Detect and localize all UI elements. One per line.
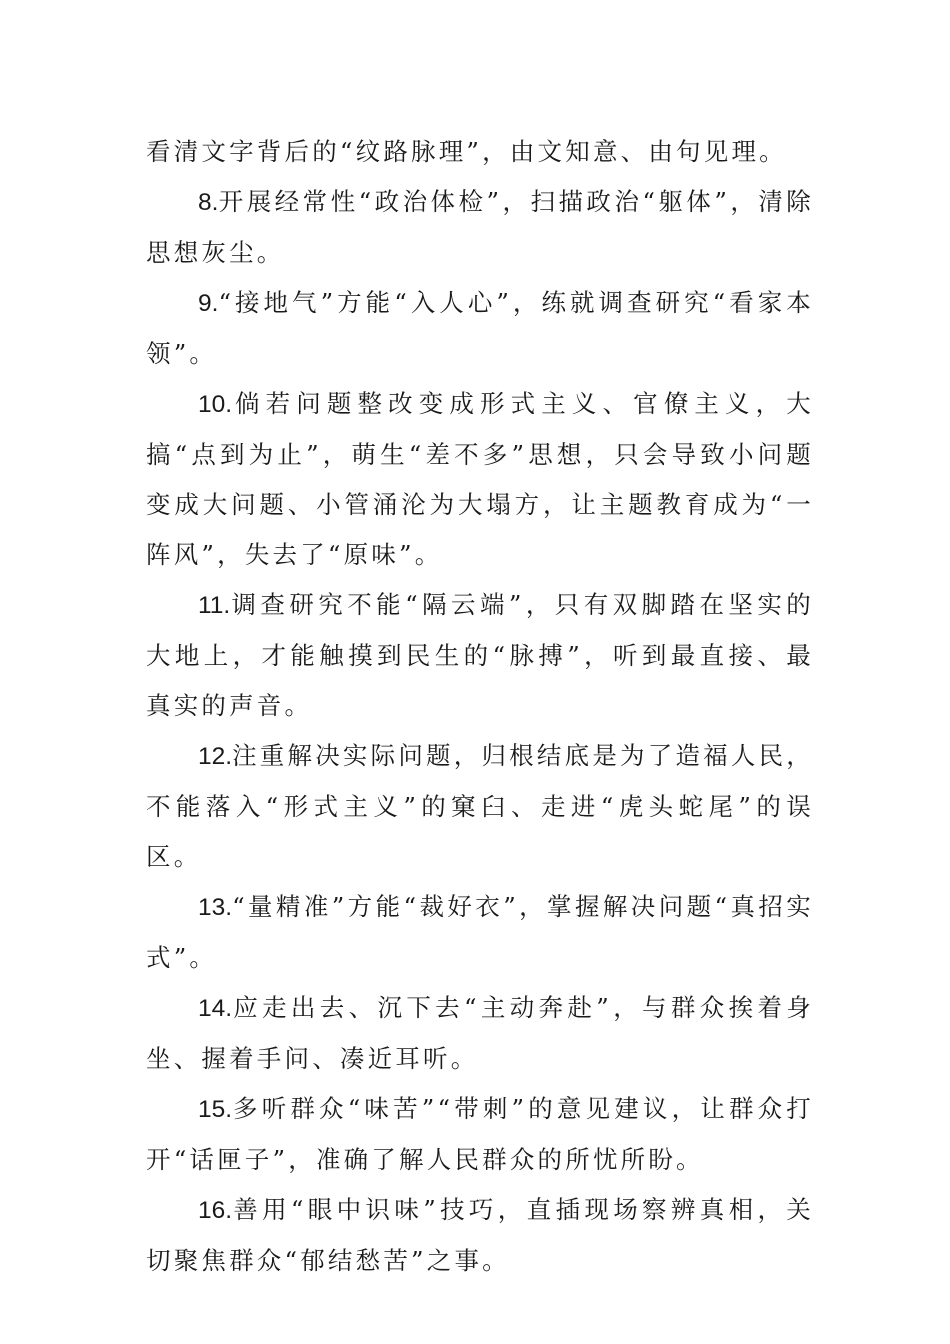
paragraph-number: 16. bbox=[198, 1197, 233, 1224]
paragraph-8 bbox=[146, 177, 814, 278]
paragraph-text: 开展经常性“政治体检”，扫描政治“躯体”，清除思想灰尘。 bbox=[146, 187, 814, 267]
paragraph-14 bbox=[146, 983, 814, 1084]
paragraph-9 bbox=[146, 278, 814, 379]
paragraph-number: 13. bbox=[198, 894, 233, 921]
paragraph-number: 8. bbox=[198, 189, 219, 216]
paragraph-continued bbox=[146, 127, 814, 177]
paragraph-16 bbox=[146, 1185, 814, 1286]
paragraph-number: 9. bbox=[198, 290, 219, 317]
paragraph-number: 10. bbox=[198, 391, 233, 418]
paragraph-10 bbox=[146, 379, 814, 580]
paragraph-text: 应走出去、沉下去“主动奔赴”，与群众挨着身坐、握着手问、凑近耳听。 bbox=[146, 993, 814, 1073]
paragraph-12 bbox=[146, 731, 814, 882]
paragraph-text: “接地气”方能“入人心”，练就调查研究“看家本领”。 bbox=[146, 288, 814, 368]
paragraph-number: 14. bbox=[198, 995, 233, 1022]
paragraph-13 bbox=[146, 882, 814, 983]
paragraph-number: 11. bbox=[198, 592, 231, 619]
paragraph-text: 看清文字背后的“纹路脉理”，由文知意、由句见理。 bbox=[146, 137, 787, 166]
paragraph-text: 调查研究不能“隔云端”，只有双脚踏在坚实的大地上，才能触摸到民生的“脉搏”，听到最直接、最真实的声音。 bbox=[146, 590, 814, 720]
paragraph-text: “量精准”方能“裁好衣”，掌握解决问题“真招实式”。 bbox=[146, 892, 814, 972]
paragraph-number: 12. bbox=[198, 743, 233, 770]
paragraph-number: 15. bbox=[198, 1096, 233, 1123]
paragraph-text: 注重解决实际问题，归根结底是为了造福人民，不能落入“形式主义”的窠臼、走进“虎头蛇尾”的误区。 bbox=[146, 741, 814, 871]
paragraph-15 bbox=[146, 1084, 814, 1185]
paragraph-text: 倘若问题整改变成形式主义、官僚主义，大搞“点到为止”，萌生“差不多”思想，只会导致小问题变成大问题、小管涌沦为大塌方，让主题教育成为“一阵风”，失去了“原味”。 bbox=[146, 389, 814, 569]
document-body bbox=[146, 127, 814, 1286]
paragraph-11 bbox=[146, 580, 814, 731]
paragraph-text: 善用“眼中识味”技巧，直插现场察辨真相，关切聚焦群众“郁结愁苦”之事。 bbox=[146, 1195, 814, 1275]
paragraph-text: 多听群众“味苦”“带刺”的意见建议，让群众打开“话匣子”，准确了解人民群众的所忧所盼。 bbox=[146, 1094, 814, 1174]
